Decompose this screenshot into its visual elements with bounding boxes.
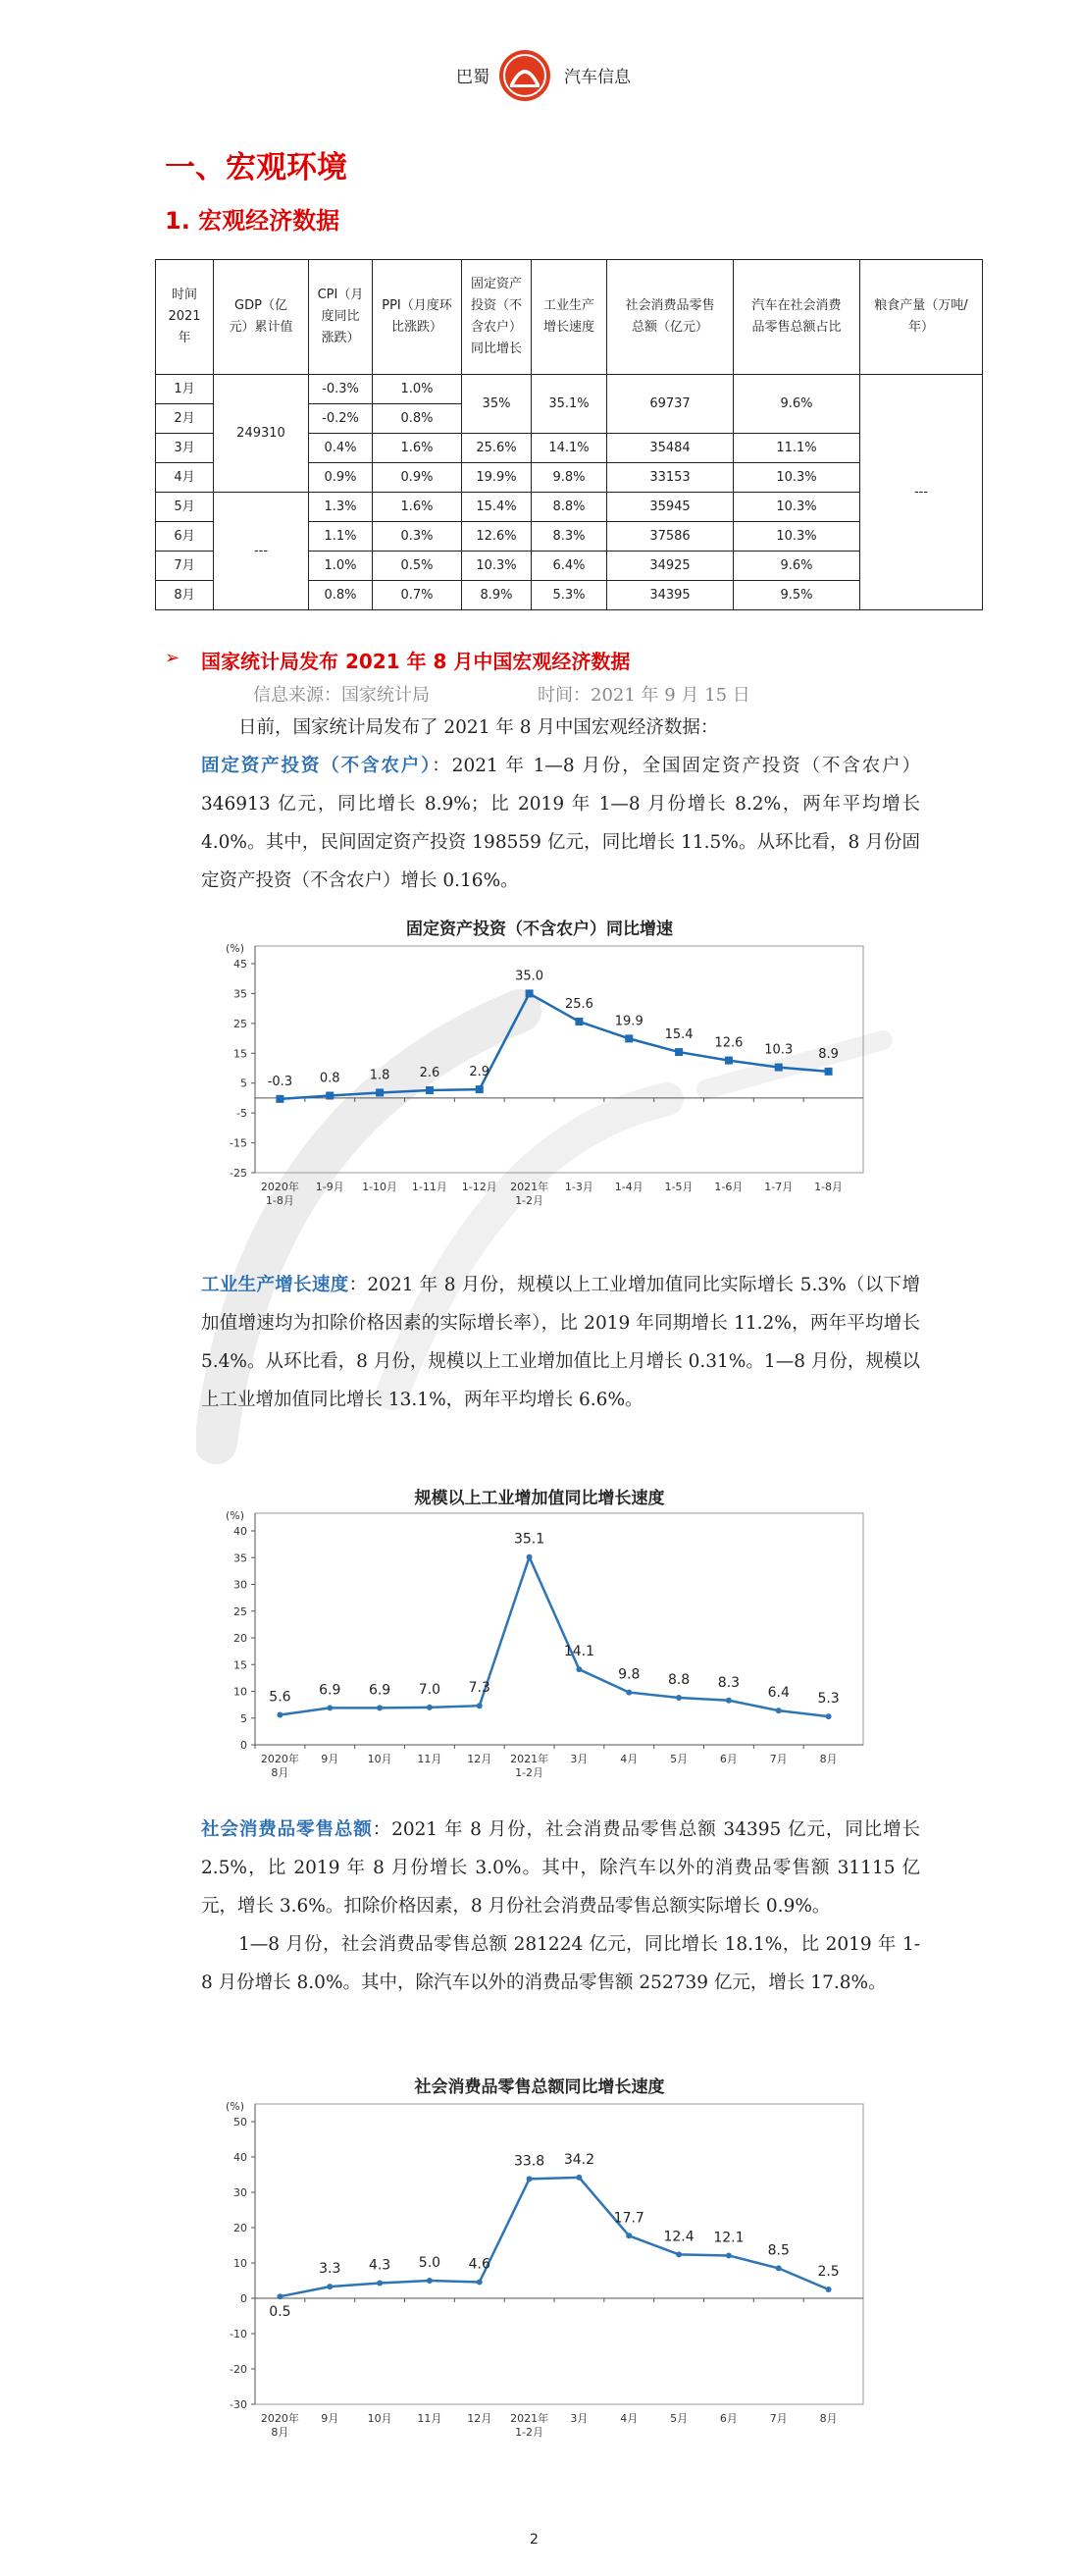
paragraph-fixed-investment: [201, 747, 920, 900]
cell-gdp: 249310: [214, 375, 309, 493]
x-tick-label: 5月: [670, 2412, 689, 2425]
cell-month: 4月: [156, 463, 214, 493]
x-tick-label: 7月: [769, 1753, 788, 1765]
cell-ppi: 0.9%: [373, 463, 462, 493]
data-point: [825, 1068, 833, 1076]
data-point: [526, 989, 534, 997]
y-tick-label: 35: [233, 987, 247, 1001]
y-tick-label: 0: [240, 2292, 247, 2305]
data-label: 0.8: [319, 1071, 340, 1086]
text-retail: ：2021 年 8 月份，社会消费品零售总额 34395 亿元，同比增长 2.5%，比 2019 年 8 月份增长 3.0%。其中，除汽车以外的消费品零售额 31115 亿元，增长 3.6%。扣除价格因素，8 月份社会消费品零售总额实际增长 0.9%。: [201, 1819, 920, 1917]
x-tick-label: 2021年 1-2月: [510, 2412, 549, 2439]
label-retail: 社会消费品零售总额: [201, 1819, 373, 1840]
cell-cpi: 1.3%: [309, 493, 373, 522]
section-title: 一、宏观环境: [165, 150, 347, 185]
cell-retail: 35945: [607, 493, 734, 522]
cell-auto: 9.5%: [734, 581, 860, 610]
cell-auto: 9.6%: [734, 375, 860, 434]
y-tick-label: 5: [240, 1077, 247, 1090]
data-label: 8.9: [818, 1046, 839, 1062]
data-point: [576, 1666, 582, 1672]
data-label: 5.0: [418, 2255, 441, 2271]
header-gdp: GDP（亿 元）累计值: [214, 260, 309, 375]
data-point: [276, 1095, 283, 1103]
data-point: [826, 1713, 832, 1719]
data-label: 6.9: [368, 1682, 391, 1699]
y-tick-label: 40: [233, 1525, 247, 1538]
data-point: [726, 2252, 732, 2258]
x-tick-label: 2020年 8月: [260, 2412, 299, 2439]
data-label: 14.1: [563, 1644, 595, 1660]
data-label: -0.3: [267, 1074, 293, 1089]
x-tick-label: 9月: [321, 1753, 339, 1765]
data-point: [426, 1086, 434, 1094]
data-label: 15.4: [664, 1027, 694, 1043]
page-header: [0, 49, 1081, 98]
data-point: [527, 2176, 533, 2182]
cell-fixed: 19.9%: [462, 463, 532, 493]
data-point: [575, 1018, 583, 1025]
news-source: 信息来源：国家统计局: [253, 685, 430, 706]
data-point: [277, 2293, 283, 2299]
series-line: [280, 2178, 828, 2296]
x-tick-label: 3月: [570, 2412, 589, 2425]
x-tick-label: 4月: [620, 2412, 639, 2425]
y-tick-label: 5: [240, 1711, 247, 1725]
x-tick-label: 3月: [570, 1753, 589, 1765]
y-tick-label: -15: [230, 1136, 247, 1150]
data-point: [427, 1705, 433, 1710]
x-tick-label: 2020年 8月: [260, 1753, 299, 1779]
data-label: 7.0: [418, 1681, 441, 1698]
data-point: [625, 1034, 633, 1042]
header-left-text: 巴蜀: [456, 68, 489, 87]
x-tick-label: 8月: [819, 1753, 838, 1765]
news-date: 时间：2021 年 9 月 15 日: [538, 685, 750, 706]
x-tick-label: 9月: [321, 2412, 339, 2425]
table-row: [156, 493, 983, 522]
x-tick-label: 11月: [417, 2412, 442, 2425]
paragraph-industrial: [201, 1266, 920, 1419]
table-header-row: [156, 260, 983, 375]
cell-ppi: 1.6%: [373, 434, 462, 463]
cell-fixed: 8.9%: [462, 581, 532, 610]
data-point: [626, 2233, 632, 2238]
x-tick-label: 6月: [719, 2412, 738, 2425]
y-axis-label: (%): [226, 1509, 245, 1522]
y-tick-label: 45: [233, 958, 247, 971]
x-tick-label: 2021年 1-2月: [510, 1181, 549, 1207]
y-tick-label: 20: [233, 1632, 247, 1645]
news-intro: 日前，国家统计局发布了 2021 年 8 月中国宏观经济数据：: [238, 717, 719, 738]
data-label: 6.9: [319, 1682, 341, 1699]
subsection-title: 1. 宏观经济数据: [165, 207, 340, 235]
cell-industrial: 5.3%: [532, 581, 607, 610]
data-label: 2.5: [817, 2264, 840, 2280]
cell-cpi: 0.4%: [309, 434, 373, 463]
header-fixed: 固定资产 投资（不 含农户） 同比增长: [462, 260, 532, 375]
plot-frame: [255, 946, 863, 1173]
paragraph-retail-ytd: 1—8 月份，社会消费品零售总额 281224 亿元，同比增长 18.1%，比 2019 年 1-8 月份增长 8.0%。其中，除汽车以外的消费品零售额 252739 亿元，增长 17.8%。: [201, 1934, 920, 1993]
y-tick-label: -5: [236, 1107, 247, 1121]
label-industrial: 工业生产增长速度: [201, 1275, 349, 1295]
x-tick-label: 1-12月: [461, 1181, 497, 1193]
cell-retail: 35484: [607, 434, 734, 463]
cell-industrial: 6.4%: [532, 552, 607, 581]
cell-industrial: 8.8%: [532, 493, 607, 522]
y-tick-label: 10: [233, 1685, 247, 1699]
logo-icon: [498, 49, 551, 102]
data-label: 35.0: [515, 969, 544, 984]
x-tick-label: 7月: [769, 2412, 788, 2425]
data-label: 8.8: [667, 1672, 691, 1689]
cell-cpi: -0.3%: [309, 375, 373, 404]
cell-industrial: 14.1%: [532, 434, 607, 463]
data-point: [377, 2281, 383, 2287]
text-industrial: ：2021 年 8 月份，规模以上工业增加值同比实际增长 5.3%（以下增加值增速均为扣除价格因素的实际增长率），比 2019 年同期增长 11.2%，两年平均增长 5.4%。从环比看，8 月份，规模以上工业增加值比上月增长 0.31%。1—8 月份，规模以上工业增加值同比增长 13.1%，两年平均增长 6.6%。: [201, 1275, 920, 1410]
y-tick-label: 25: [233, 1017, 247, 1030]
chart-title: 固定资产投资（不含农户）同比增速: [406, 920, 673, 939]
y-tick-label: 50: [233, 2116, 247, 2129]
x-tick-label: 5月: [670, 1753, 689, 1765]
cell-ppi: 0.3%: [373, 522, 462, 552]
cell-auto: 10.3%: [734, 493, 860, 522]
data-label: 8.5: [767, 2242, 790, 2259]
data-label: 1.8: [369, 1068, 390, 1083]
data-label: 5.6: [269, 1689, 291, 1706]
cell-month: 3月: [156, 434, 214, 463]
data-label: 10.3: [764, 1042, 794, 1058]
header-right-text: 汽车信息: [564, 68, 631, 87]
cell-auto: 9.6%: [734, 552, 860, 581]
label-fixed-investment: 固定资产投资（不含农户）: [201, 756, 433, 776]
cell-gdp: ---: [214, 493, 309, 610]
data-label: 17.7: [613, 2210, 644, 2227]
data-point: [327, 2284, 333, 2289]
y-tick-label: 25: [233, 1604, 247, 1618]
page-number: 2: [530, 2532, 539, 2548]
data-label: 25.6: [564, 997, 593, 1013]
data-label: 2.9: [469, 1065, 490, 1080]
series-line: [280, 1557, 828, 1716]
data-label: 12.6: [714, 1035, 744, 1051]
data-point: [775, 1064, 783, 1072]
cell-month: 2月: [156, 404, 214, 434]
chart-title: 社会消费品零售总额同比增长速度: [414, 2077, 665, 2097]
data-label: 8.3: [717, 1674, 741, 1691]
x-tick-label: 1-3月: [564, 1181, 593, 1193]
data-point: [327, 1705, 333, 1710]
cell-retail: 34395: [607, 581, 734, 610]
y-tick-label: 15: [233, 1658, 247, 1672]
data-point: [576, 2175, 582, 2181]
y-tick-label: 30: [233, 2186, 247, 2199]
data-label: 34.2: [563, 2151, 595, 2168]
data-label: 0.5: [269, 2304, 291, 2321]
cell-fixed: 15.4%: [462, 493, 532, 522]
y-tick-label: 40: [233, 2151, 247, 2164]
series-line: [280, 993, 828, 1098]
arrow-bullet-icon: ➢: [165, 648, 180, 668]
cell-cpi: 1.1%: [309, 522, 373, 552]
x-tick-label: 2021年 1-2月: [510, 1753, 549, 1779]
x-tick-label: 1-7月: [764, 1181, 794, 1193]
data-point: [676, 2251, 682, 2257]
header-ppi: PPI（月度环 比涨跌）: [373, 260, 462, 375]
chart-retail: [201, 2071, 878, 2473]
y-tick-label: 15: [233, 1047, 247, 1061]
text-fixed-investment: ：2021 年 1—8 月份，全国固定资产投资（不含农户）346913 亿元，同比增长 8.9%；比 2019 年 1—8 月份增长 8.2%，两年平均增长 4.0%。其中，民间固定资产投资 198559 亿元，同比增长 11.5%。从环比看，8 月份固定资产投资（不含农户）增长 0.16%。: [201, 756, 920, 891]
x-tick-label: 12月: [467, 2412, 492, 2425]
x-tick-label: 1-4月: [614, 1181, 643, 1193]
cell-fixed: 12.6%: [462, 522, 532, 552]
data-point: [826, 2287, 832, 2292]
x-tick-label: 8月: [819, 2412, 838, 2425]
y-tick-label: -10: [230, 2328, 247, 2340]
data-point: [776, 1708, 782, 1713]
x-tick-label: 2020年 1-8月: [260, 1181, 299, 1207]
cell-industrial: 9.8%: [532, 463, 607, 493]
y-axis-label: (%): [226, 942, 245, 955]
cell-auto: 11.1%: [734, 434, 860, 463]
x-tick-label: 1-10月: [362, 1181, 398, 1193]
cell-cpi: 1.0%: [309, 552, 373, 581]
data-label: 5.3: [817, 1691, 840, 1708]
data-point: [675, 1048, 683, 1056]
y-axis-label: (%): [226, 2100, 245, 2113]
x-tick-label: 6月: [719, 1753, 738, 1765]
cell-cpi: 0.9%: [309, 463, 373, 493]
x-tick-label: 1-9月: [315, 1181, 344, 1193]
cell-ppi: 0.7%: [373, 581, 462, 610]
data-label: 7.3: [468, 1680, 490, 1697]
cell-cpi: -0.2%: [309, 404, 373, 434]
cell-retail: 34925: [607, 552, 734, 581]
x-tick-label: 11月: [417, 1753, 442, 1765]
cell-fixed: 10.3%: [462, 552, 532, 581]
x-tick-label: 1-6月: [714, 1181, 744, 1193]
cell-retail: 37586: [607, 522, 734, 552]
cell-month: 6月: [156, 522, 214, 552]
cell-fixed: 35%: [462, 375, 532, 434]
data-label: 19.9: [614, 1014, 643, 1029]
data-point: [326, 1091, 334, 1099]
chart-title: 规模以上工业增加值同比增长速度: [414, 1489, 665, 1508]
y-tick-label: 30: [233, 1578, 247, 1592]
cell-auto: 10.3%: [734, 463, 860, 493]
cell-month: 1月: [156, 375, 214, 404]
y-tick-label: 0: [240, 1739, 247, 1752]
header-retail: 社会消费品零售 总额（亿元）: [607, 260, 734, 375]
cell-industrial: 8.3%: [532, 522, 607, 552]
data-point: [725, 1057, 733, 1065]
data-point: [477, 2279, 483, 2285]
data-point: [676, 1695, 682, 1701]
cell-month: 7月: [156, 552, 214, 581]
data-label: 12.4: [663, 2229, 695, 2245]
y-tick-label: -20: [230, 2363, 247, 2376]
data-label: 3.3: [319, 2261, 341, 2278]
x-tick-label: 1-8月: [814, 1181, 844, 1193]
x-tick-label: 10月: [367, 2412, 392, 2425]
cell-cpi: 0.8%: [309, 581, 373, 610]
data-point: [477, 1703, 483, 1709]
data-point: [527, 1554, 533, 1560]
cell-industrial: 35.1%: [532, 375, 607, 434]
data-point: [476, 1085, 484, 1093]
cell-auto: 10.3%: [734, 522, 860, 552]
cell-ppi: 1.0%: [373, 375, 462, 404]
header-grain: 粮食产量（万吨/ 年）: [860, 260, 983, 375]
data-label: 35.1: [513, 1531, 545, 1548]
data-point: [776, 2265, 782, 2271]
data-point: [427, 2278, 433, 2284]
cell-ppi: 0.5%: [373, 552, 462, 581]
data-label: 4.3: [368, 2257, 391, 2274]
data-label: 9.8: [618, 1666, 641, 1683]
x-tick-label: 1-11月: [411, 1181, 447, 1193]
cell-month: 5月: [156, 493, 214, 522]
data-label: 4.6: [468, 2256, 490, 2273]
cell-fixed: 25.6%: [462, 434, 532, 463]
cell-retail: 69737: [607, 375, 734, 434]
x-tick-label: 10月: [367, 1753, 392, 1765]
news-title: 国家统计局发布 2021 年 8 月中国宏观经济数据: [201, 650, 631, 673]
data-label: 6.4: [767, 1685, 790, 1702]
data-label: 12.1: [713, 2230, 745, 2246]
cell-ppi: 0.8%: [373, 404, 462, 434]
cell-retail: 33153: [607, 463, 734, 493]
data-point: [377, 1705, 383, 1710]
x-tick-label: 12月: [467, 1753, 492, 1765]
data-point: [277, 1711, 283, 1717]
data-point: [626, 1690, 632, 1696]
data-point: [726, 1698, 732, 1704]
x-tick-label: 1-5月: [664, 1181, 694, 1193]
cell-month: 8月: [156, 581, 214, 610]
chart-industrial: [201, 1482, 878, 1806]
cell-grain: ---: [860, 375, 983, 610]
y-tick-label: 10: [233, 2257, 247, 2270]
data-label: 33.8: [513, 2153, 545, 2170]
cell-ppi: 1.6%: [373, 493, 462, 522]
y-tick-label: 20: [233, 2222, 247, 2234]
table-row: [156, 375, 983, 404]
y-tick-label: 35: [233, 1551, 247, 1565]
data-point: [376, 1088, 384, 1096]
header-auto: 汽车在社会消费 品零售总额占比: [734, 260, 860, 375]
data-label: 2.6: [419, 1066, 440, 1081]
header-cpi: CPI（月 度同比 涨跌）: [309, 260, 373, 375]
macro-data-table: [155, 259, 983, 610]
x-tick-label: 4月: [620, 1753, 639, 1765]
paragraph-retail: [201, 1811, 920, 1925]
y-tick-label: -30: [230, 2398, 247, 2411]
chart-fixed-investment: [201, 913, 878, 1241]
header-industrial: 工业生产 增长速度: [532, 260, 607, 375]
y-tick-label: -25: [230, 1167, 247, 1180]
header-time: 时间 2021 年: [156, 260, 214, 375]
